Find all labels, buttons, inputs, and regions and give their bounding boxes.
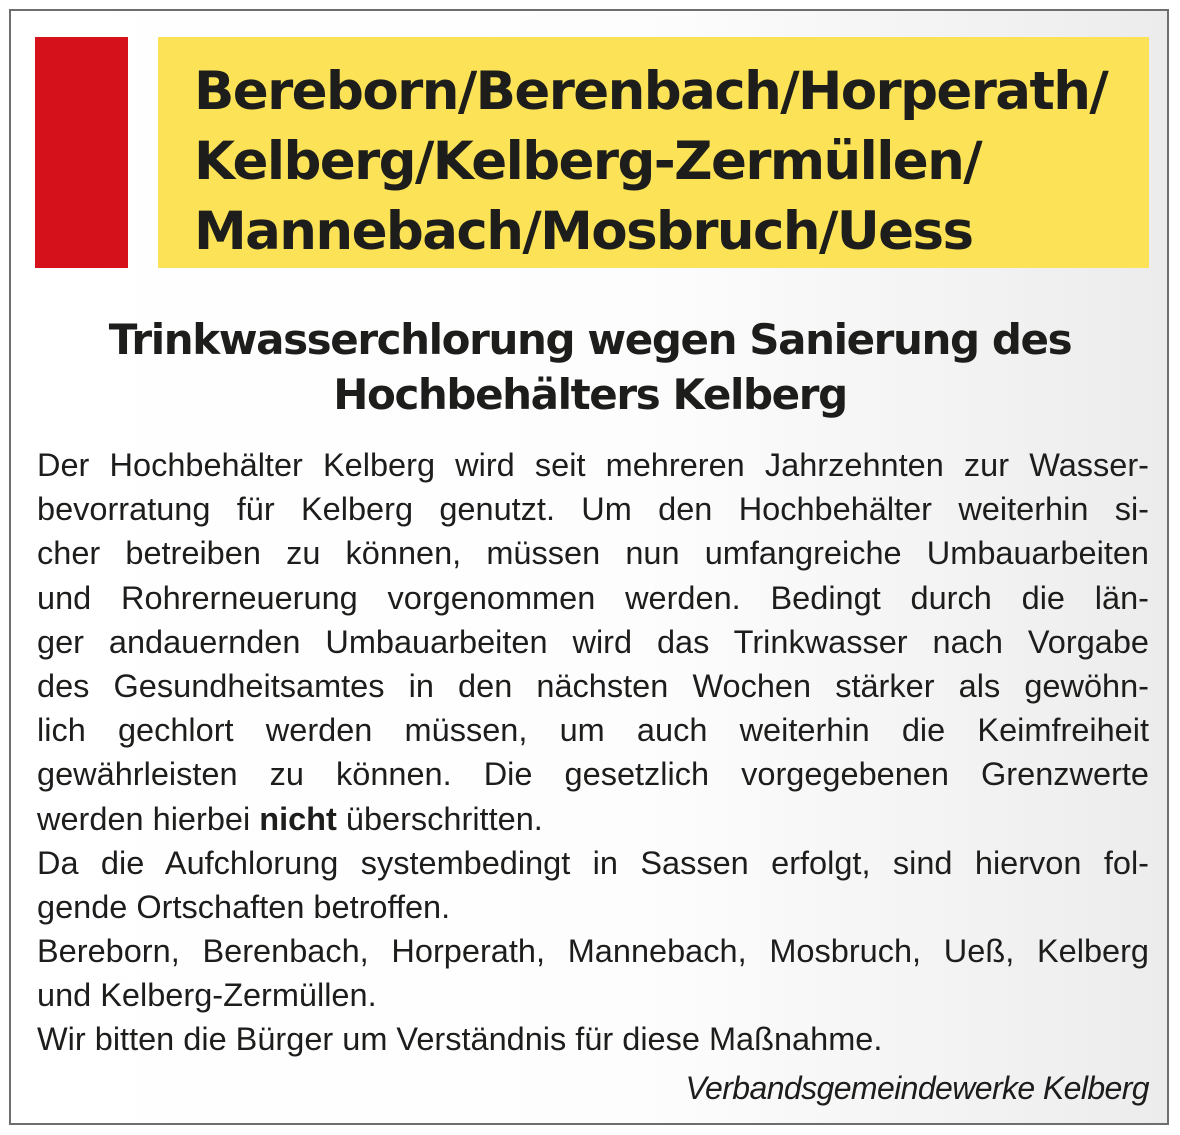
- body-line: gewährleisten zu können. Die gesetzlich vorgegebenen Grenzwerte: [37, 756, 1149, 793]
- red-accent-bar: [35, 37, 128, 268]
- body-line: bevorratung für Kelberg genutzt. Um den Hochbehälter weiterhin si-: [37, 491, 1149, 528]
- signature: Verbandsgemeindewerke Kelberg: [685, 1070, 1149, 1106]
- body-line-emphasis: [37, 797, 1149, 841]
- body-line: und Kelberg-Zermüllen.: [37, 977, 377, 1014]
- body-line: Der Hochbehälter Kelberg wird seit mehreren Jahrzehnten zur Wasser-: [37, 447, 1149, 483]
- body-line: Bereborn, Berenbach, Horperath, Mannebach, Mosbruch, Ueß, Kelberg: [37, 933, 1149, 970]
- body-line: und Rohrerneuerung vorgenommen werden. Bedingt durch die län-: [37, 579, 1149, 616]
- banner-places-line: Kelberg/Kelberg-Zermüllen/: [194, 131, 982, 192]
- body-line: Da die Aufchlorung systembedingt in Sassen erfolgt, sind hiervon fol-: [37, 844, 1149, 881]
- banner-places-line: Mannebach/Mosbruch/Uess: [194, 201, 973, 262]
- body-line: lich gechlort werden müssen, um auch weiterhin die Keimfreiheit: [37, 712, 1149, 749]
- body-line: des Gesundheitsamtes in den nächsten Wochen stärker als gewöhn-: [37, 667, 1149, 704]
- headline-line-1: Trinkwasserchlorung wegen Sanierung des: [108, 315, 1072, 364]
- headline-line-2: Hochbehälters Kelberg: [333, 370, 847, 419]
- body-line: Wir bitten die Bürger um Verständnis für diese Maßnahme.: [37, 1021, 883, 1058]
- body-line: ger andauernden Umbauarbeiten wird das Trinkwasser nach Vorgabe: [37, 623, 1149, 660]
- body-text-run: werden hierbei: [37, 800, 260, 837]
- body-line: cher betreiben zu können, müssen nun umfangreiche Umbauarbeiten: [37, 535, 1149, 572]
- body-line: gende Ortschaften betroffen.: [37, 888, 451, 925]
- notice-headline: [20, 312, 1160, 422]
- emphasis-nicht: nicht: [259, 800, 337, 837]
- notice-body: [37, 443, 1149, 1062]
- body-text-run: überschritten.: [336, 800, 543, 837]
- banner-places-line: Bereborn/Berenbach/Horperath/: [194, 61, 1108, 122]
- places-banner: [158, 37, 1149, 268]
